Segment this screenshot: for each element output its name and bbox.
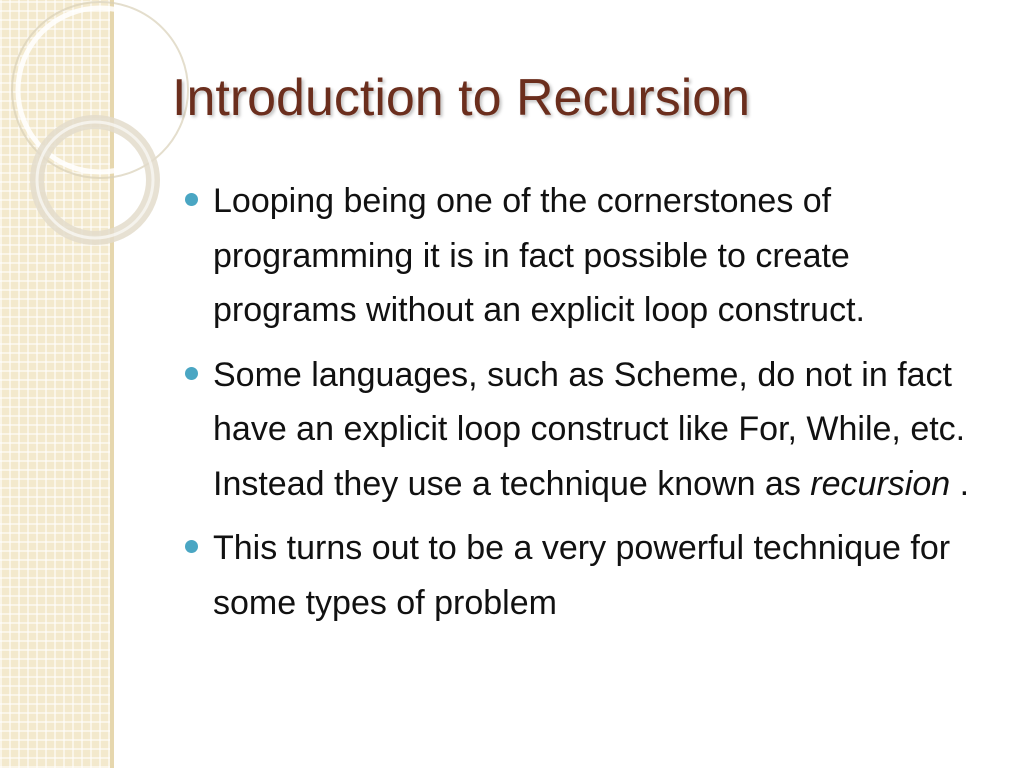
bullet-item [185,348,995,512]
bullet-icon [185,193,198,206]
bullet-icon [185,367,198,380]
bullet-item [185,521,995,630]
bullet-icon [185,540,198,553]
bullet-text: This turns out to be a very powerful technique for some types of problem [213,529,951,622]
bullet-list [185,174,995,640]
bullet-text: Some languages, such as Scheme, do not in fact have an explicit loop construct like For, While, etc. Instead they use a technique known as [213,355,966,503]
bullet-text-end: . [950,464,970,503]
decorative-rings-icon [0,0,200,300]
bullet-item [185,174,995,338]
bullet-text: Looping being one of the cornerstones of programming it is in fact possible to create programs without an explicit loop construct. [213,182,865,329]
slide-title: Introduction to Recursion [172,69,751,127]
emphasized-term: recursion [810,464,951,503]
